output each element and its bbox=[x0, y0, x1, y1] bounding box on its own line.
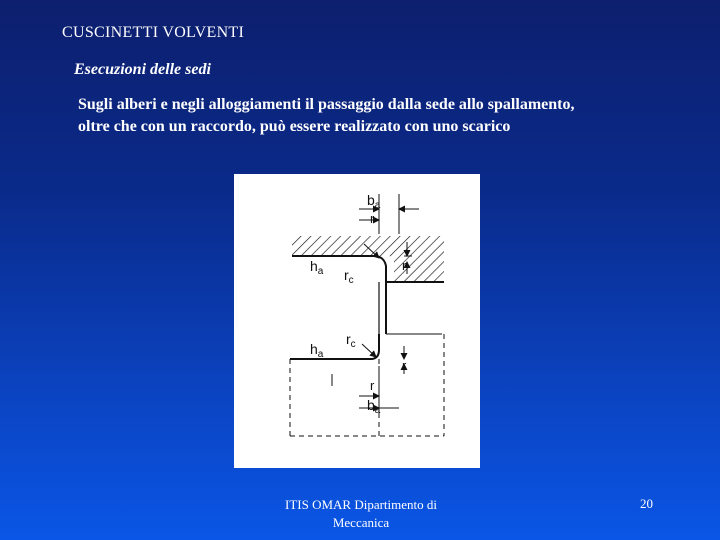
page-number: 20 bbox=[640, 496, 653, 511]
footer-line-2: Meccanica bbox=[332, 515, 390, 530]
slide-title: CUSCINETTI VOLVENTI bbox=[62, 24, 245, 41]
label-ha-top: $h_a$ bbox=[310, 258, 324, 277]
label-rc-bottom: $r_c$ bbox=[346, 331, 356, 350]
label-ha-bottom: $h_a$ bbox=[310, 341, 324, 360]
relief-groove-diagram bbox=[234, 174, 480, 468]
slide-subtitle: Esecuzioni delle sedi bbox=[74, 61, 211, 78]
diagram-labels bbox=[310, 192, 407, 416]
label-ba-bottom: $b_a$ bbox=[367, 397, 381, 416]
label-ba-top: $b_a$ bbox=[367, 192, 381, 211]
footer-department bbox=[266, 496, 456, 532]
dimension-lines bbox=[332, 194, 419, 414]
body-line-1: Sugli alberi e negli alloggiamenti il passaggio dalla sede allo spallamento, bbox=[78, 96, 575, 113]
label-r-bottom: r bbox=[370, 378, 375, 393]
label-r-right-bottom: r bbox=[402, 358, 407, 373]
label-rc-top: $r_c$ bbox=[344, 267, 354, 286]
diagram-svg bbox=[234, 174, 480, 468]
label-r-right-top: r bbox=[402, 258, 407, 273]
label-r-top: r bbox=[370, 211, 375, 226]
body-text bbox=[78, 94, 698, 138]
footer-line-1: ITIS OMAR Dipartimento di bbox=[284, 497, 437, 512]
body-line-2: oltre che con un raccordo, può essere realizzato con uno scarico bbox=[78, 118, 511, 135]
